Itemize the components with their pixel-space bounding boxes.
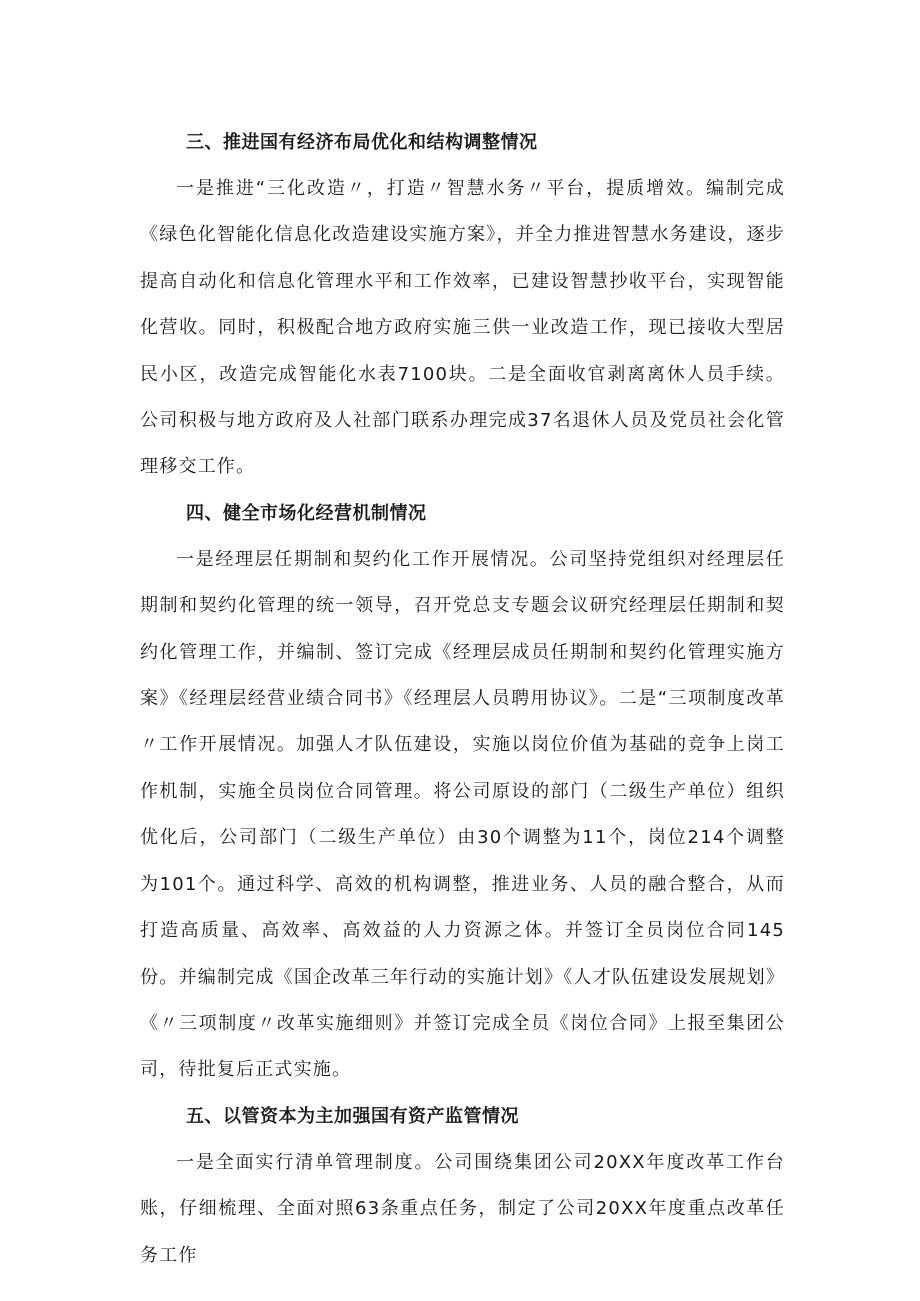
section-heading: 五、以管资本为主加强国有资产监管情况 [186,1105,519,1127]
section-heading: 四、健全市场化经营机制情况 [186,502,427,524]
section-paragraph: 一是推进“三化改造〃，打造〃智慧水务〃平台，提质增效。编制完成《绿色化智能化信息化改造建设实施方案》，并全力推进智慧水务建设，逐步提高自动化和信息化管理水平和工作效率，已建设智慧抄收平台，实现智能化营收。同时，积极配合地方政府实施三供一业改造工作，现已接收大型居民小区，改造完成智能化水表7100块。二是全面收官剥离离休人员手续。公司积极与地方政府及人社部门联系办理完成37名退休人员及党员社会化管理移交工作。 [140,178,785,478]
section-5 [140,1094,785,1279]
section-4 [140,491,785,1094]
section-paragraph: 一是全面实行清单管理制度。公司围绕集团公司20XX年度改革工作台账，仔细梳理、全面对照63条重点任务，制定了公司20XX年度重点改革任务工作 [140,1151,785,1266]
document-body [140,120,785,1279]
section-paragraph: 一是经理层任期制和契约化工作开展情况。公司坚持党组织对经理层任期制和契约化管理的统一领导，召开党总支专题会议研究经理层任期制和契约化管理工作，并编制、签订完成《经理层成员任期制和契约化管理实施方案》《经理层经营业绩合同书》《经理层人员聘用协议》。二是“三项制度改革〃工作开展情况。加强人才队伍建设，实施以岗位价值为基础的竞争上岗工作机制，实施全员岗位合同管理。将公司原设的部门（二级生产单位）组织优化后，公司部门（二级生产单位）由30个调整为11个，岗位214个调整为101个。通过科学、高效的机构调整，推进业务、人员的融合整合，从而打造高质量、高效率、高效益的人力资源之体。并签订全员岗位合同145份。并编制完成《国企改革三年行动的实施计划》《人才队伍建设发展规划》《〃三项制度〃改革实施细则》并签订完成全员《岗位合同》上报至集团公司，待批复后正式实施。 [140,548,785,1081]
section-3 [140,120,785,491]
section-heading: 三、推进国有经济布局优化和结构调整情况 [186,132,538,153]
